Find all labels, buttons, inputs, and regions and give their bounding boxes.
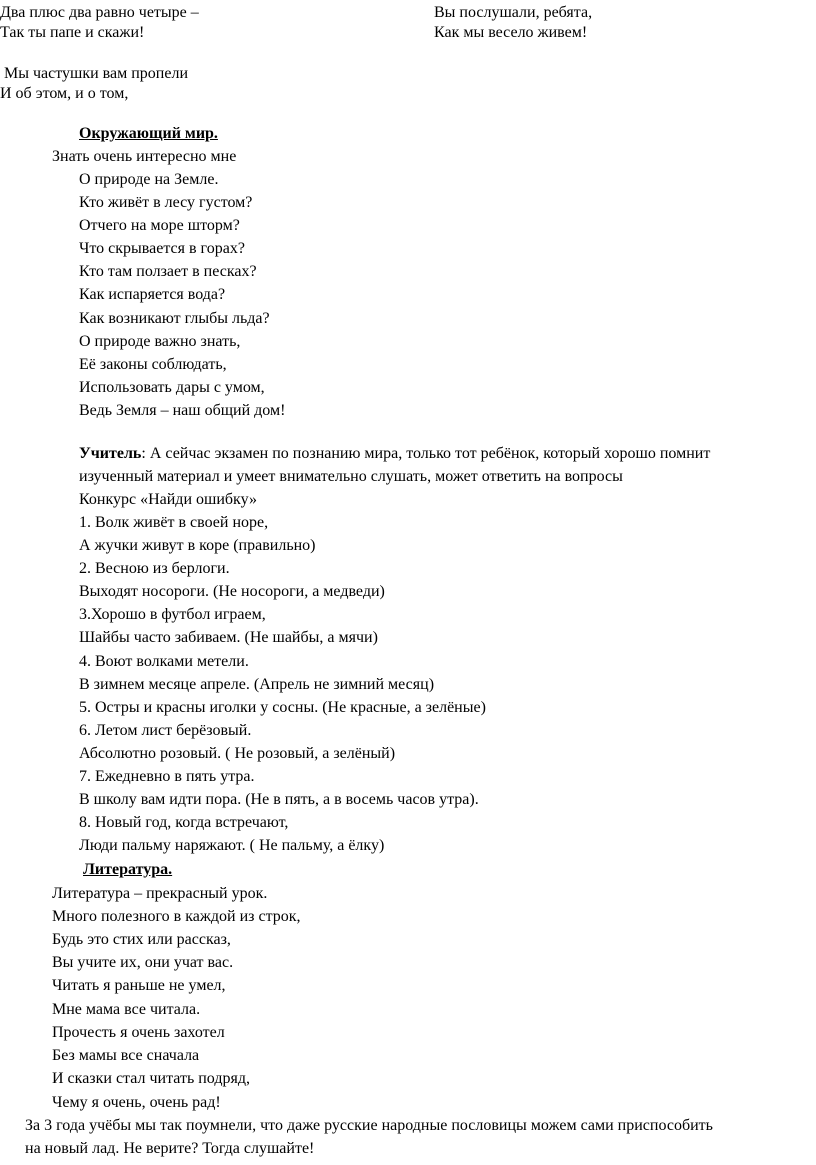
top-right-line-1: Вы послушали, ребята, (434, 4, 593, 21)
quiz-line: 1. Волк живёт в своей норе, (79, 514, 269, 531)
poem-line: Вы учите их, они учат вас. (52, 954, 234, 971)
poem-line: Прочесть я очень захотел (52, 1024, 225, 1041)
quiz-line: Выходят носороги. (Не носороги, а медведи) (79, 583, 385, 600)
quiz-line: 3.Хорошо в футбол играем, (79, 606, 266, 623)
poem-line: О природе важно знать, (79, 333, 241, 350)
section-heading-lit: Литература. (83, 861, 173, 878)
poem-line: Будь это стих или рассказ, (52, 931, 231, 948)
poem-line: Много полезного в каждой из строк, (52, 908, 301, 925)
quiz-line: 4. Воют волками метели. (79, 653, 249, 670)
chastushki-line-2: И об этом, и о том, (0, 85, 129, 102)
top-left-line-1: Два плюс два равно четыре – (0, 4, 199, 21)
chastushki-line-1: Мы частушки вам пропели (0, 65, 189, 82)
top-right-line-2: Как мы весело живем! (434, 24, 588, 41)
quiz-line: изученный материал и умеет внимательно слушать, может ответить на вопросы (79, 468, 623, 485)
poem-line: Читать я раньше не умел, (52, 977, 226, 994)
poem-line: Литература – прекрасный урок. (52, 885, 268, 902)
poem-line: Кто живёт в лесу густом? (79, 194, 253, 211)
closing-line-1: За 3 года учёбы мы так поумнели, что даже русские народные пословицы можем сами приспособить (25, 1117, 713, 1134)
quiz-line: В зимнем месяце апреле. (Апрель не зимний месяц) (79, 676, 435, 693)
quiz-line: 5. Остры и красны иголки у сосны. (Не красные, а зелёные) (79, 699, 486, 716)
closing-line-2: на новый лад. Не верите? Тогда слушайте! (25, 1140, 315, 1157)
teacher-line-1 (79, 444, 710, 464)
quiz-line: Люди пальму наряжают. ( Не пальму, а ёлку) (79, 837, 385, 854)
quiz-line: Абсолютно розовый. ( Не розовый, а зелёный) (79, 745, 396, 762)
poem-line: Кто там ползает в песках? (79, 263, 257, 280)
top-left-line-2: Так ты папе и скажи! (0, 24, 145, 41)
poem-line: О природе на Земле. (79, 171, 219, 188)
quiz-line: А жучки живут в коре (правильно) (79, 537, 316, 554)
section-heading-okr: Окружающий мир. (79, 125, 218, 142)
teacher-text: : А сейчас экзамен по познанию мира, только тот ребёнок, который хорошо помнит (141, 445, 711, 462)
poem-line: Её законы соблюдать, (79, 356, 227, 373)
quiz-line: 8. Новый год, когда встречают, (79, 814, 289, 831)
poem-line: Использовать дары с умом, (79, 379, 265, 396)
quiz-line: 2. Весною из берлоги. (79, 560, 230, 577)
quiz-line: Шайбы часто забиваем. (Не шайбы, а мячи) (79, 629, 378, 646)
poem-line: Что скрывается в горах? (79, 240, 245, 257)
poem-line: Ведь Земля – наш общий дом! (79, 402, 286, 419)
poem-line: Чему я очень, очень рад! (52, 1094, 221, 1111)
poem-line: Как испаряется вода? (79, 286, 226, 303)
poem-line: Как возникают глыбы льда? (79, 310, 270, 327)
quiz-line: Конкурс «Найди ошибку» (79, 491, 257, 508)
quiz-line: 6. Летом лист берёзовый. (79, 722, 252, 739)
okr-first-line: Знать очень интересно мне (52, 148, 237, 165)
quiz-line: 7. Ежедневно в пять утра. (79, 768, 255, 785)
teacher-label: Учитель (79, 445, 142, 462)
poem-line: Мне мама все читала. (52, 1001, 201, 1018)
poem-line: Без мамы все сначала (52, 1047, 200, 1064)
poem-line: И сказки стал читать подряд, (52, 1070, 250, 1087)
poem-line: Отчего на море шторм? (79, 217, 240, 234)
quiz-line: В школу вам идти пора. (Не в пять, а в восемь часов утра). (79, 791, 479, 808)
